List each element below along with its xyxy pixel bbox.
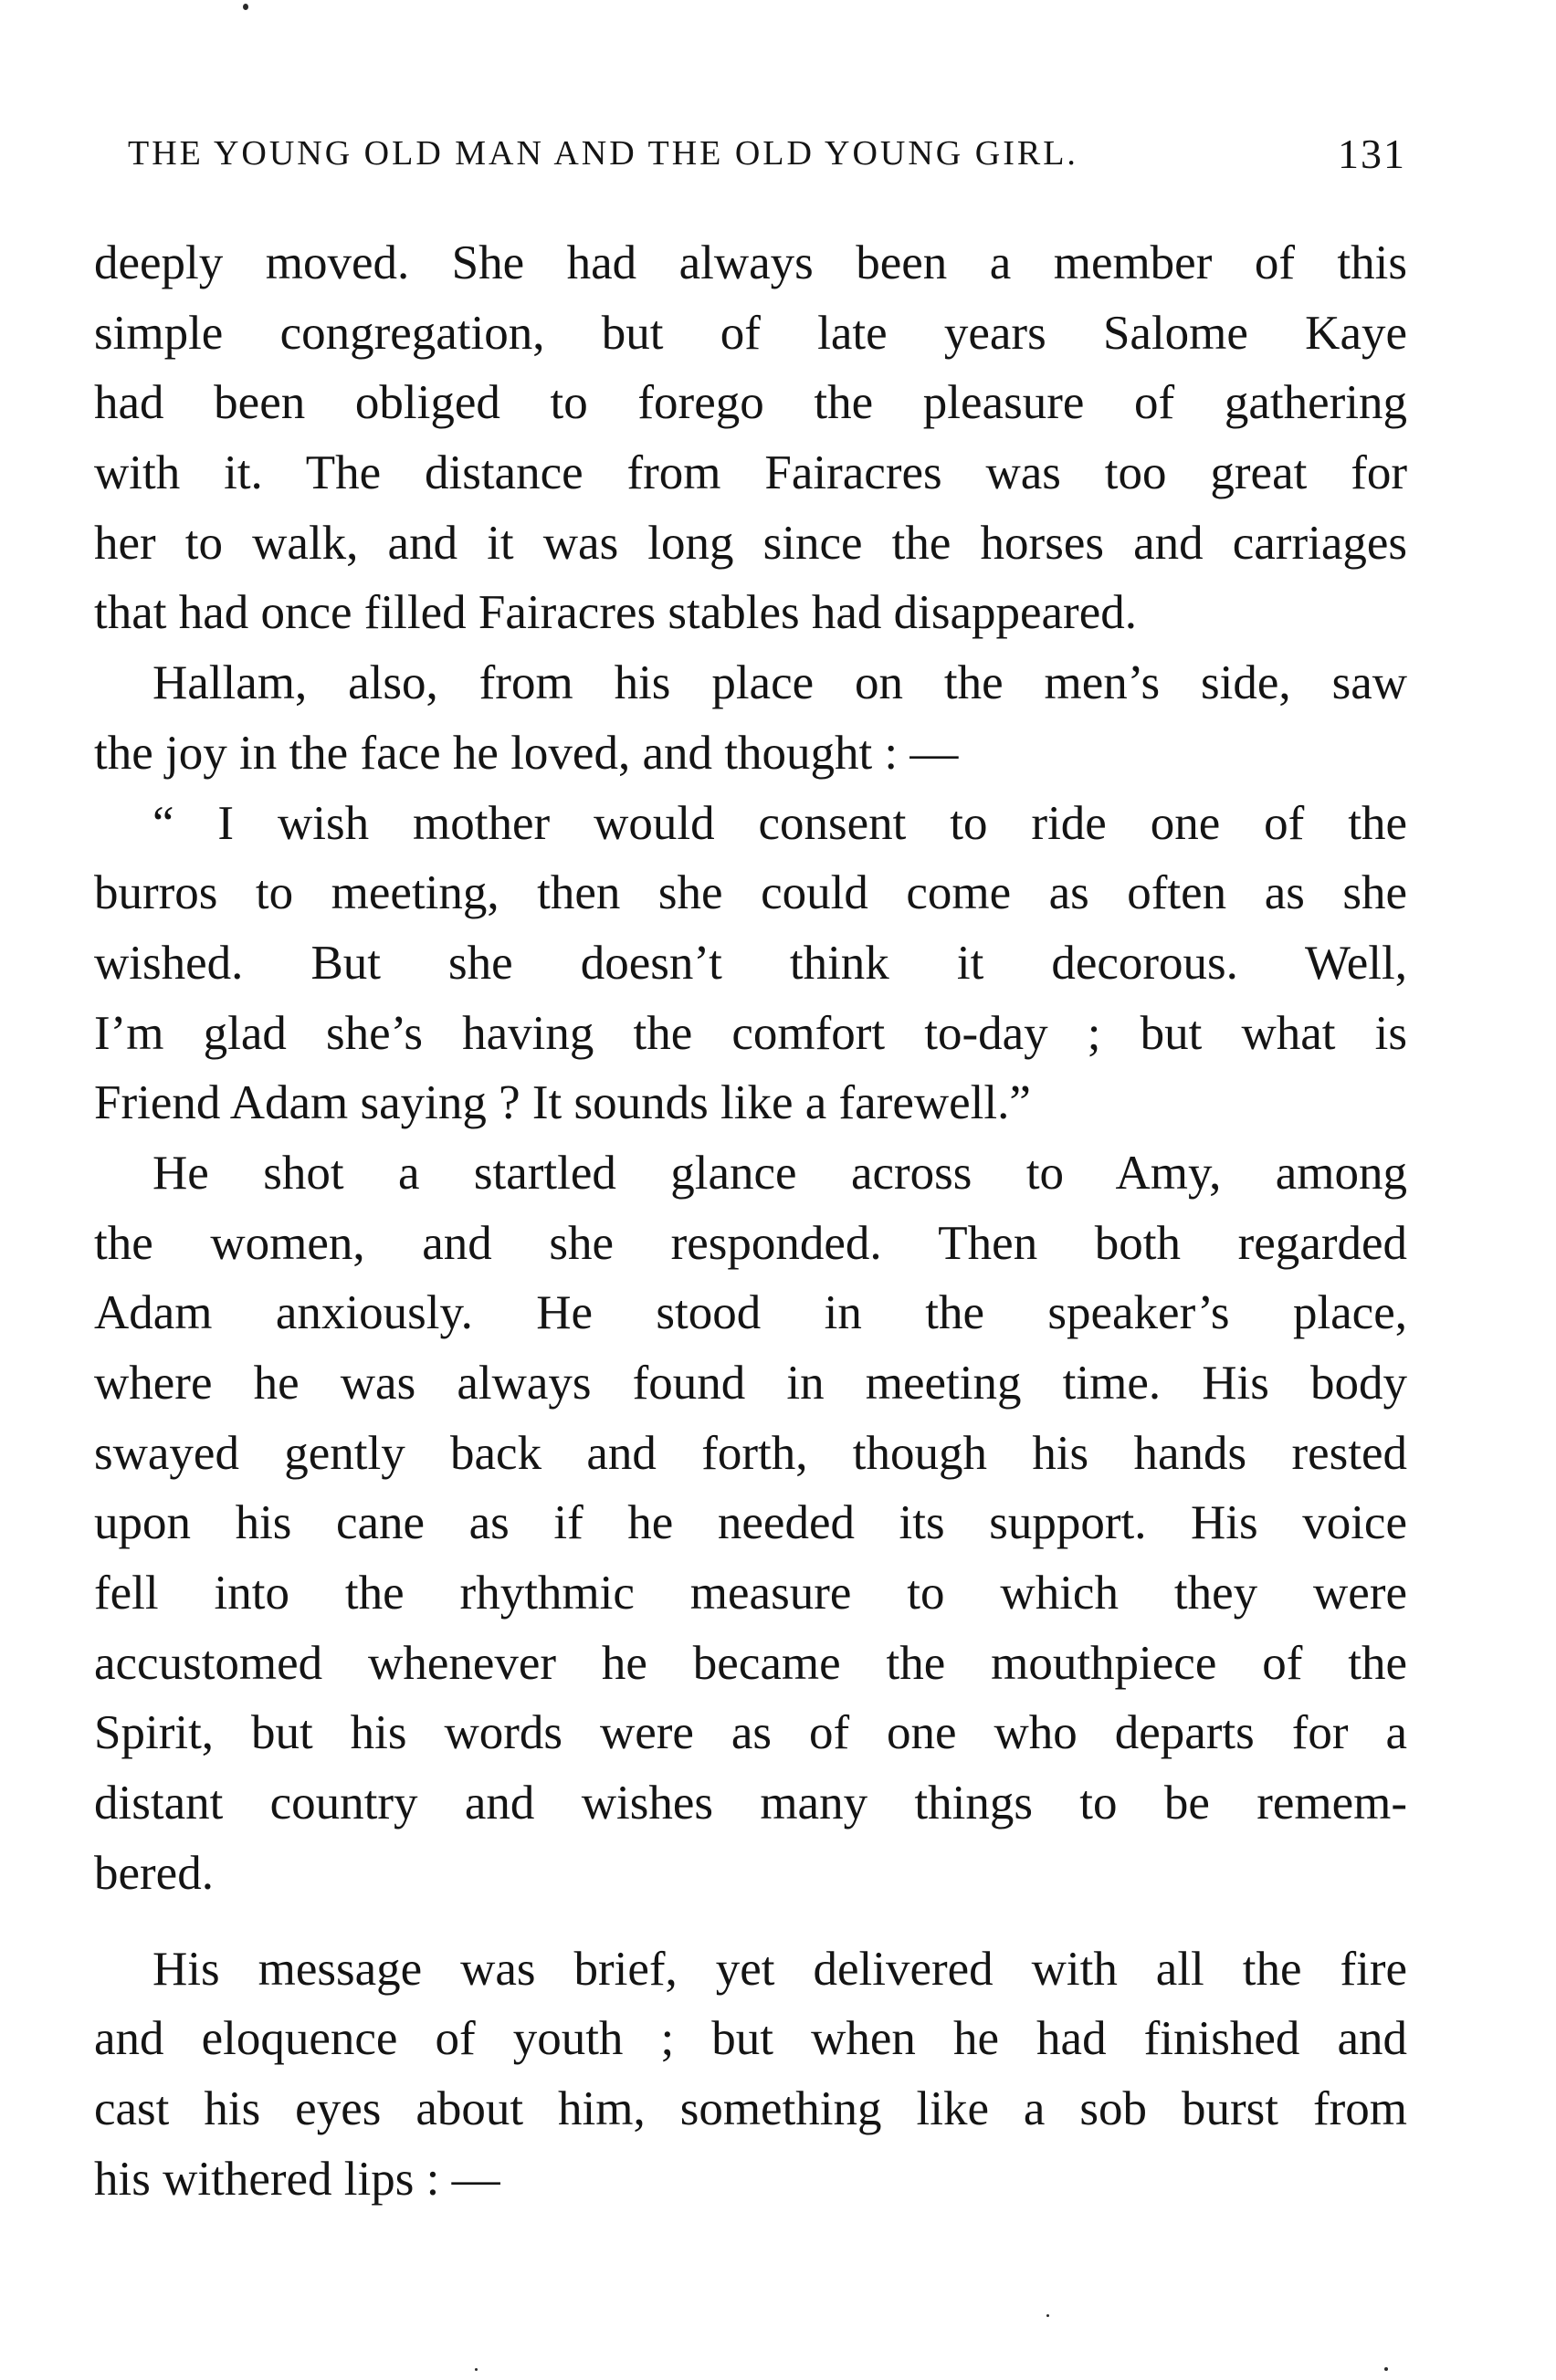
text-line: “ I wish mother would consent to ride one of the — [152, 796, 1407, 850]
text-line: had been obliged to forego the pleasure of gathering — [94, 376, 1407, 430]
text-line: the joy in the face he loved, and thought : — — [94, 726, 959, 780]
running-title: THE YOUNG OLD MAN AND THE OLD YOUNG GIRL. — [128, 134, 1078, 173]
text-line: bered. — [94, 1846, 214, 1900]
ink-speck — [1046, 2314, 1049, 2317]
text-line: fell into the rhythmic measure to which they were — [94, 1567, 1407, 1620]
text-line: burros to meeting, then she could come as often as she — [94, 866, 1407, 920]
text-line: distant country and wishes many things to be remem- — [94, 1777, 1407, 1830]
text-line: wished. But she doesn’t think it decorous. Well, — [94, 936, 1407, 990]
text-line: his withered lips : — — [94, 2152, 500, 2206]
text-line: accustomed whenever he became the mouthpiece of the — [94, 1636, 1407, 1690]
text-line: Hallam, also, from his place on the men’s side, saw — [152, 656, 1407, 710]
text-line: I’m glad she’s having the comfort to-day ; but what is — [94, 1006, 1407, 1060]
ink-speck — [1384, 2367, 1388, 2371]
body-text — [94, 228, 1407, 2214]
page-number: 131 — [1338, 131, 1406, 177]
text-line: and eloquence of youth ; but when he had finished and — [94, 2012, 1407, 2066]
running-header — [128, 133, 1406, 188]
text-line: cast his eyes about him, something like a sob burst from — [94, 2081, 1407, 2135]
text-line: the women, and she responded. Then both regarded — [94, 1216, 1407, 1270]
text-line: with it. The distance from Fairacres was too great for — [94, 446, 1407, 500]
text-line: simple congregation, but of late years Salome Kaye — [94, 306, 1407, 360]
text-line: Friend Adam saying ? It sounds like a farewell.” — [94, 1076, 1031, 1130]
text-line: Spirit, but his words were as of one who departs for a — [94, 1706, 1407, 1760]
text-line: where he was always found in meeting time. His body — [94, 1357, 1407, 1410]
text-line: her to walk, and it was long since the horses and carriages — [94, 516, 1407, 570]
text-line: His message was brief, yet delivered with all the fire — [152, 1942, 1407, 1996]
paragraph-gap — [94, 1909, 1407, 1934]
text-line: that had once filled Fairacres stables had disappeared. — [94, 586, 1137, 640]
ink-speck — [475, 2368, 478, 2371]
text-line: upon his cane as if he needed its support. His voice — [94, 1496, 1407, 1550]
text-line: swayed gently back and forth, though his hands rested — [94, 1426, 1407, 1480]
text-line: He shot a startled glance across to Amy, among — [152, 1146, 1407, 1200]
ink-speck — [243, 4, 248, 10]
text-line: Adam anxiously. He stood in the speaker’s place, — [94, 1286, 1407, 1340]
text-line: deeply moved. She had always been a member of this — [94, 236, 1407, 289]
